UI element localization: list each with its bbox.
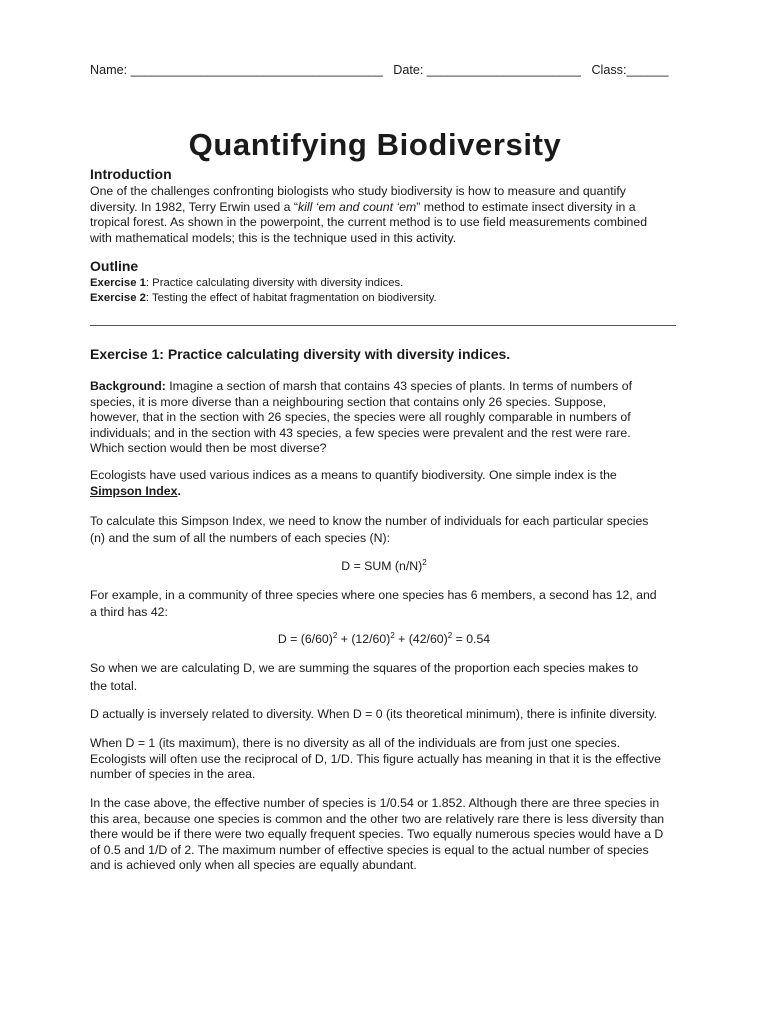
header-line — [90, 63, 668, 77]
introduction-heading: Introduction — [90, 166, 172, 182]
example-paragraph: For example, in a community of three species where one species has 6 members, a second has 12, and a third has 42: — [90, 588, 657, 619]
date-field[interactable]: Date: ______________________ — [393, 63, 581, 77]
kill-count-phrase: kill ‘em and count ‘em — [298, 199, 417, 214]
name-field[interactable]: Name: ____________________________________ — [90, 63, 383, 77]
intro-line-3: tropical forest. As shown in the powerpoint, the current method is to use field measurements combined — [90, 215, 648, 229]
calc-paragraph: To calculate this Simpson Index, we need to know the number of individuals for each particular species (n) and the sum of all the numbers of each species (N): — [90, 514, 649, 545]
outline-item-2: Exercise 2: Testing the effect of habitat fragmentation on biodiversity. — [90, 292, 437, 304]
page-title: Quantifying Biodiversity — [188, 127, 562, 162]
intro-line-2: diversity. In 1982, Terry Erwin used a “kill ‘em and count ‘em” method to estimate insect diversity in a — [90, 199, 636, 214]
outline-heading: Outline — [90, 258, 139, 274]
indices-paragraph: Ecologists have used various indices as a means to quantify biodiversity. One simple index is the Simpson Index. — [90, 468, 617, 498]
introduction-paragraph — [90, 184, 676, 246]
case-paragraph: In the case above, the effective number of species is 1/0.54 or 1.852. Although there are three species in this area, because one species is common and the other two are relatively rare there is less diversity than there would be if there were two equally frequent species. Two equally numerous species would have a D of 0.5 and 1/D of 2. The maximum number of effective species is equal to the actual number of species and is achieved only when all species are equally abundant. — [90, 796, 665, 872]
divider — [90, 325, 676, 326]
summing-paragraph: So when we are calculating D, we are summing the squares of the proportion each species makes to the total. — [90, 661, 639, 693]
background-paragraph: Background: Imagine a section of marsh that contains 43 species of plants. In terms of numbers of species, it is more diverse than a neighbouring section that contains only 26 species. Suppose, however, that in the section with 26 species, the species were all roughly comparable in numbers of individuals; and in the section with 43 species, a few species were prevalent and the rest were rare. Which section would then be most diverse? — [90, 379, 632, 455]
intro-line-1: One of the challenges confronting biologists who study biodiversity is how to measure and quantify — [90, 184, 626, 198]
inverse-paragraph: D actually is inversely related to diversity. When D = 0 (its theoretical minimum), there is infinite diversity. — [90, 707, 658, 721]
class-field[interactable]: Class:______ — [591, 63, 669, 77]
example-formula: $D = (6/60)^2 + (12/60)^2 + (42/60)^2 = 0.54$ — [277, 631, 491, 646]
background-label: Background: — [90, 379, 166, 393]
maximum-paragraph: When D = 1 (its maximum), there is no diversity as all of the individuals are from just one species. Ecologists will often use the reciprocal of D, 1/D. This figure actually has meaning in that it is the effective number of species in the area. — [90, 736, 661, 781]
exercise1-heading: Exercise 1: Practice calculating diversity with diversity indices. — [90, 346, 511, 362]
outline-item-1: Exercise 1: Practice calculating diversity with diversity indices. — [90, 277, 404, 289]
intro-line-4: with mathematical models; this is the technique used in this activity. — [90, 230, 457, 245]
simpson-index-term: Simpson Index — [90, 483, 178, 498]
simpson-formula: D = SUM $(n/N)^2$ — [341, 558, 427, 573]
